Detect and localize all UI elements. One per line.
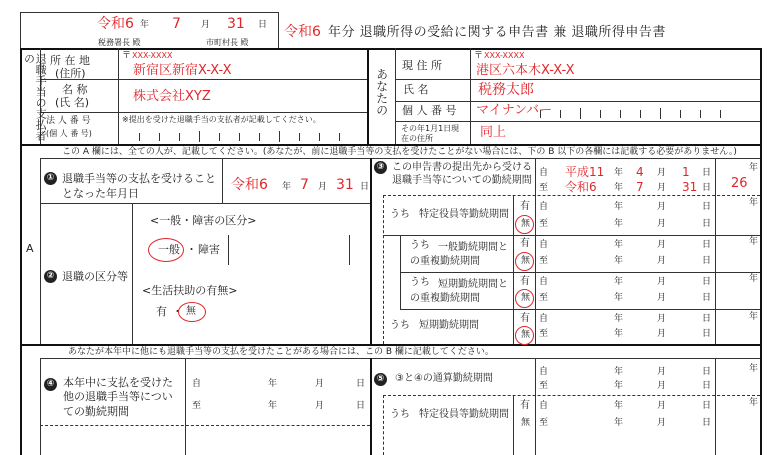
item4-number: ④ — [44, 378, 57, 391]
b-sub1-to-m: 月 — [657, 418, 667, 428]
sub2-to-d: 日 — [702, 256, 712, 266]
date-day-unit: 日 — [258, 20, 268, 30]
item3-from-year-unit: 年 — [614, 168, 624, 178]
item4-to-d: 日 — [356, 401, 366, 411]
sub1-from-d: 日 — [702, 202, 712, 212]
b-sub1-years-unit: 年 — [749, 398, 759, 408]
sub4-from-m: 月 — [657, 314, 667, 324]
payer-name-value: 株式会社XYZ — [133, 89, 211, 104]
welfare-yes[interactable]: 有 — [156, 305, 167, 318]
sub2-to: 至 — [539, 256, 549, 266]
sub1-has[interactable]: 有 — [520, 201, 530, 212]
item3-from-day: 1 — [682, 165, 690, 179]
sub2-to-m: 月 — [657, 256, 667, 266]
item3-from-month-unit: 月 — [657, 168, 667, 178]
payer-name-sub: (氏 名) — [55, 96, 90, 109]
welfare-sep: ・ — [172, 305, 183, 318]
item3-to-month-unit: 月 — [657, 183, 667, 193]
recipient-address-value: 港区六本木X-X-X — [476, 63, 575, 78]
item5-from-m: 月 — [657, 367, 667, 377]
sub3-label: 短期勤続期間との重複勤続期間 — [410, 279, 508, 304]
prev-address-label: その年1月1日現在の住所 — [401, 124, 460, 144]
recipient-side-label: あなたの — [374, 68, 389, 116]
item1-day-unit: 日 — [360, 182, 370, 192]
recipient-postal-code: XXX-XXXX — [484, 51, 525, 60]
sub4-to-d: 日 — [702, 329, 712, 339]
sub1-years-unit: 年 — [749, 198, 759, 208]
item1-month-unit: 月 — [318, 182, 328, 192]
item5-to: 至 — [539, 381, 549, 391]
section-a-marker: A — [26, 242, 34, 255]
date-month-unit: 月 — [201, 20, 211, 30]
sub3-to: 至 — [539, 293, 549, 303]
recipient-name-value: 税務太郎 — [478, 82, 534, 98]
item3-years-unit: 年 — [749, 163, 759, 173]
sub1-to-m: 月 — [657, 219, 667, 229]
recipient-address-label: 現 住 所 — [402, 59, 442, 72]
recipient-id-label: 個 人 番 号 — [402, 104, 457, 117]
welfare-no-circle — [178, 302, 206, 322]
form-title: 年分 退職所得の受給に関する申告書 兼 退職所得申告書 — [328, 25, 666, 40]
item1-month: 7 — [300, 177, 309, 193]
category-general-circle — [148, 238, 184, 262]
item5-to-m: 月 — [657, 381, 667, 391]
b-sub1-to: 至 — [539, 418, 549, 428]
sub4-to: 至 — [539, 329, 549, 339]
category-general[interactable]: 一般 — [158, 243, 180, 256]
section-a-header: この A 欄には、全ての人が、記載してください。(あなたが、前に退職手当等の支払を受けたことがない場合には、下の B 以下の各欄には記載する必要がありません。) — [62, 147, 737, 157]
sub2-from-d: 日 — [702, 240, 712, 250]
city-label: 市町村長 殿 — [206, 38, 249, 47]
sub1-uchi: うち — [390, 209, 410, 220]
sub3-none-circle — [515, 289, 534, 308]
item1-era: 令和6 — [231, 177, 268, 193]
item3-to-day-unit: 日 — [702, 183, 712, 193]
item3-from-label: 自 — [539, 168, 549, 178]
sub1-from-m: 月 — [657, 202, 667, 212]
corp-no-note: ※提出を受けた退職手当の支払者が記載してください。 — [122, 115, 321, 124]
date-year-unit: 年 — [140, 20, 150, 30]
recipient-postal-mark: 〒 — [474, 51, 484, 61]
sub3-years-unit: 年 — [749, 274, 759, 284]
payer-address-value: 新宿区新宿X-X-X — [133, 63, 232, 78]
sub1-to-d: 日 — [702, 219, 712, 229]
sub1-none[interactable]: 無 — [521, 219, 531, 229]
item3-from-day-unit: 日 — [702, 168, 712, 178]
sub3-from-y: 年 — [614, 277, 624, 287]
item5-from: 自 — [539, 367, 549, 377]
sub2-none-circle — [515, 252, 534, 271]
sub3-from-d: 日 — [702, 277, 712, 287]
sub1-label: 特定役員等勤続期間 — [419, 209, 509, 220]
b-sub1-from-y: 年 — [614, 401, 624, 411]
item3-label: この申告書の提出先から受ける退職手当等についての勤続期間 — [392, 162, 532, 186]
sub3-from: 自 — [539, 277, 549, 287]
category-title: <一般・障害の区分> — [150, 214, 257, 227]
sub2-uchi: うち — [410, 240, 430, 251]
item3-from-era: 平成11 — [565, 165, 605, 179]
corp-no-label: 法 人 番 号 — [46, 116, 91, 126]
sub4-none-circle — [515, 326, 534, 345]
section-b-header: あなたが本年中に他にも退職手当等の支払を受けたことがある場合には、この B 欄に記載してください。 — [68, 347, 494, 357]
payer-postal-code: XXX-XXXX — [132, 51, 173, 60]
item4-to-y: 年 — [268, 401, 278, 411]
sub4-to-m: 月 — [657, 329, 667, 339]
corp-no-sub: (個 人 番 号) — [46, 129, 92, 138]
recipient-name-label: 氏 名 — [403, 83, 429, 96]
sub4-none[interactable]: 無 — [521, 330, 531, 340]
item1-label: 退職手当等の支払を受けることとなった年月日 — [62, 172, 216, 200]
payer-side-label: 退職手当の支払者の — [22, 53, 48, 141]
item5-to-d: 日 — [702, 381, 712, 391]
payer-address-label: 所 在 地 — [50, 54, 90, 67]
item3-to-month: 7 — [636, 180, 644, 194]
welfare-no[interactable]: 無 — [186, 306, 196, 317]
sub3-uchi: うち — [410, 277, 430, 288]
welfare-title: <生活扶助の有無> — [142, 284, 238, 297]
item2-number: ② — [44, 270, 57, 283]
sub2-from-y: 年 — [614, 240, 624, 250]
item1-year-unit: 年 — [282, 182, 292, 192]
b-sub1-uchi: うち — [390, 409, 410, 420]
b-sub1-has[interactable]: 有 — [520, 400, 530, 411]
payer-name-label: 名 称 — [62, 83, 88, 96]
sub4-uchi: うち — [390, 320, 410, 331]
sub2-to-y: 年 — [614, 256, 624, 266]
item4-from-m: 月 — [315, 379, 325, 389]
recipient-id-value: マイナンバー — [476, 103, 553, 118]
b-sub1-to-d: 日 — [702, 418, 712, 428]
sub2-from-m: 月 — [657, 240, 667, 250]
sub4-has[interactable]: 有 — [520, 313, 530, 324]
category-sep: ・ — [186, 243, 197, 256]
item4-from-y: 年 — [268, 379, 278, 389]
sub1-to-y: 年 — [614, 219, 624, 229]
sub1-to: 至 — [539, 219, 549, 229]
sub4-from-y: 年 — [614, 314, 624, 324]
item3-from-month: 4 — [636, 165, 644, 179]
item4-label: 本年中に支払を受けた他の退職手当等についての勤続期間 — [63, 376, 173, 418]
item5-years-unit: 年 — [749, 364, 759, 374]
sub3-has[interactable]: 有 — [520, 276, 530, 287]
item4-to-m: 月 — [315, 401, 325, 411]
date-day: 31 — [227, 16, 245, 32]
sub1-from: 自 — [539, 202, 549, 212]
prev-address-value: 同上 — [480, 125, 507, 140]
sub4-years-unit: 年 — [749, 312, 759, 322]
b-sub1-to-y: 年 — [614, 418, 624, 428]
item4-to: 至 — [192, 401, 202, 411]
date-era: 令和6 — [97, 16, 134, 32]
tax-office-label: 税務署長 殿 — [98, 38, 141, 47]
sub2-none[interactable]: 無 — [521, 256, 531, 266]
item3-to-year-unit: 年 — [614, 183, 624, 193]
sub4-to-y: 年 — [614, 329, 624, 339]
disability-detail-box[interactable] — [228, 235, 350, 265]
b-sub1-from-m: 月 — [657, 401, 667, 411]
item1-number: ① — [44, 172, 57, 185]
sub2-years-unit: 年 — [749, 237, 759, 247]
sub3-to-y: 年 — [614, 293, 624, 303]
sub4-label: 短期勤続期間 — [419, 320, 479, 331]
category-disability[interactable]: 障害 — [198, 243, 220, 256]
b-sub1-from: 自 — [539, 401, 549, 411]
sub3-to-m: 月 — [657, 293, 667, 303]
item5-number: ⑤ — [374, 373, 387, 386]
item3-to-era: 令和6 — [565, 180, 597, 194]
date-month: 7 — [172, 16, 181, 32]
item5-label: ③と④の通算勤続期間 — [395, 373, 493, 384]
sub1-from-y: 年 — [614, 202, 624, 212]
b-sub1-none[interactable]: 無 — [521, 418, 531, 428]
sub2-label: 一般勤続期間との重複勤続期間 — [410, 242, 508, 267]
sub1-none-circle — [515, 215, 534, 234]
form-year: 令和6 — [284, 24, 321, 40]
sub2-from: 自 — [539, 240, 549, 250]
payer-address-sub: (住所) — [55, 67, 86, 80]
item2-label: 退職の区分等 — [62, 270, 128, 283]
item4-from-d: 日 — [356, 379, 366, 389]
sub4-from-d: 日 — [702, 314, 712, 324]
sub4-from: 自 — [539, 314, 549, 324]
sub3-none[interactable]: 無 — [521, 293, 531, 303]
item3-number: ③ — [374, 161, 387, 174]
b-sub1-from-d: 日 — [702, 401, 712, 411]
sub2-has[interactable]: 有 — [520, 238, 530, 249]
item5-to-y: 年 — [614, 381, 624, 391]
b-sub1-label: 特定役員等勤続期間 — [419, 409, 509, 420]
item4-from: 自 — [192, 379, 202, 389]
item1-day: 31 — [336, 177, 354, 193]
item5-from-y: 年 — [614, 367, 624, 377]
item3-to-label: 至 — [539, 183, 549, 193]
sub3-to-d: 日 — [702, 293, 712, 303]
payer-postal-mark: 〒 — [122, 51, 132, 61]
item5-from-d: 日 — [702, 367, 712, 377]
item3-years: 26 — [731, 176, 748, 191]
item3-to-day: 31 — [682, 180, 698, 194]
sub3-from-m: 月 — [657, 277, 667, 287]
